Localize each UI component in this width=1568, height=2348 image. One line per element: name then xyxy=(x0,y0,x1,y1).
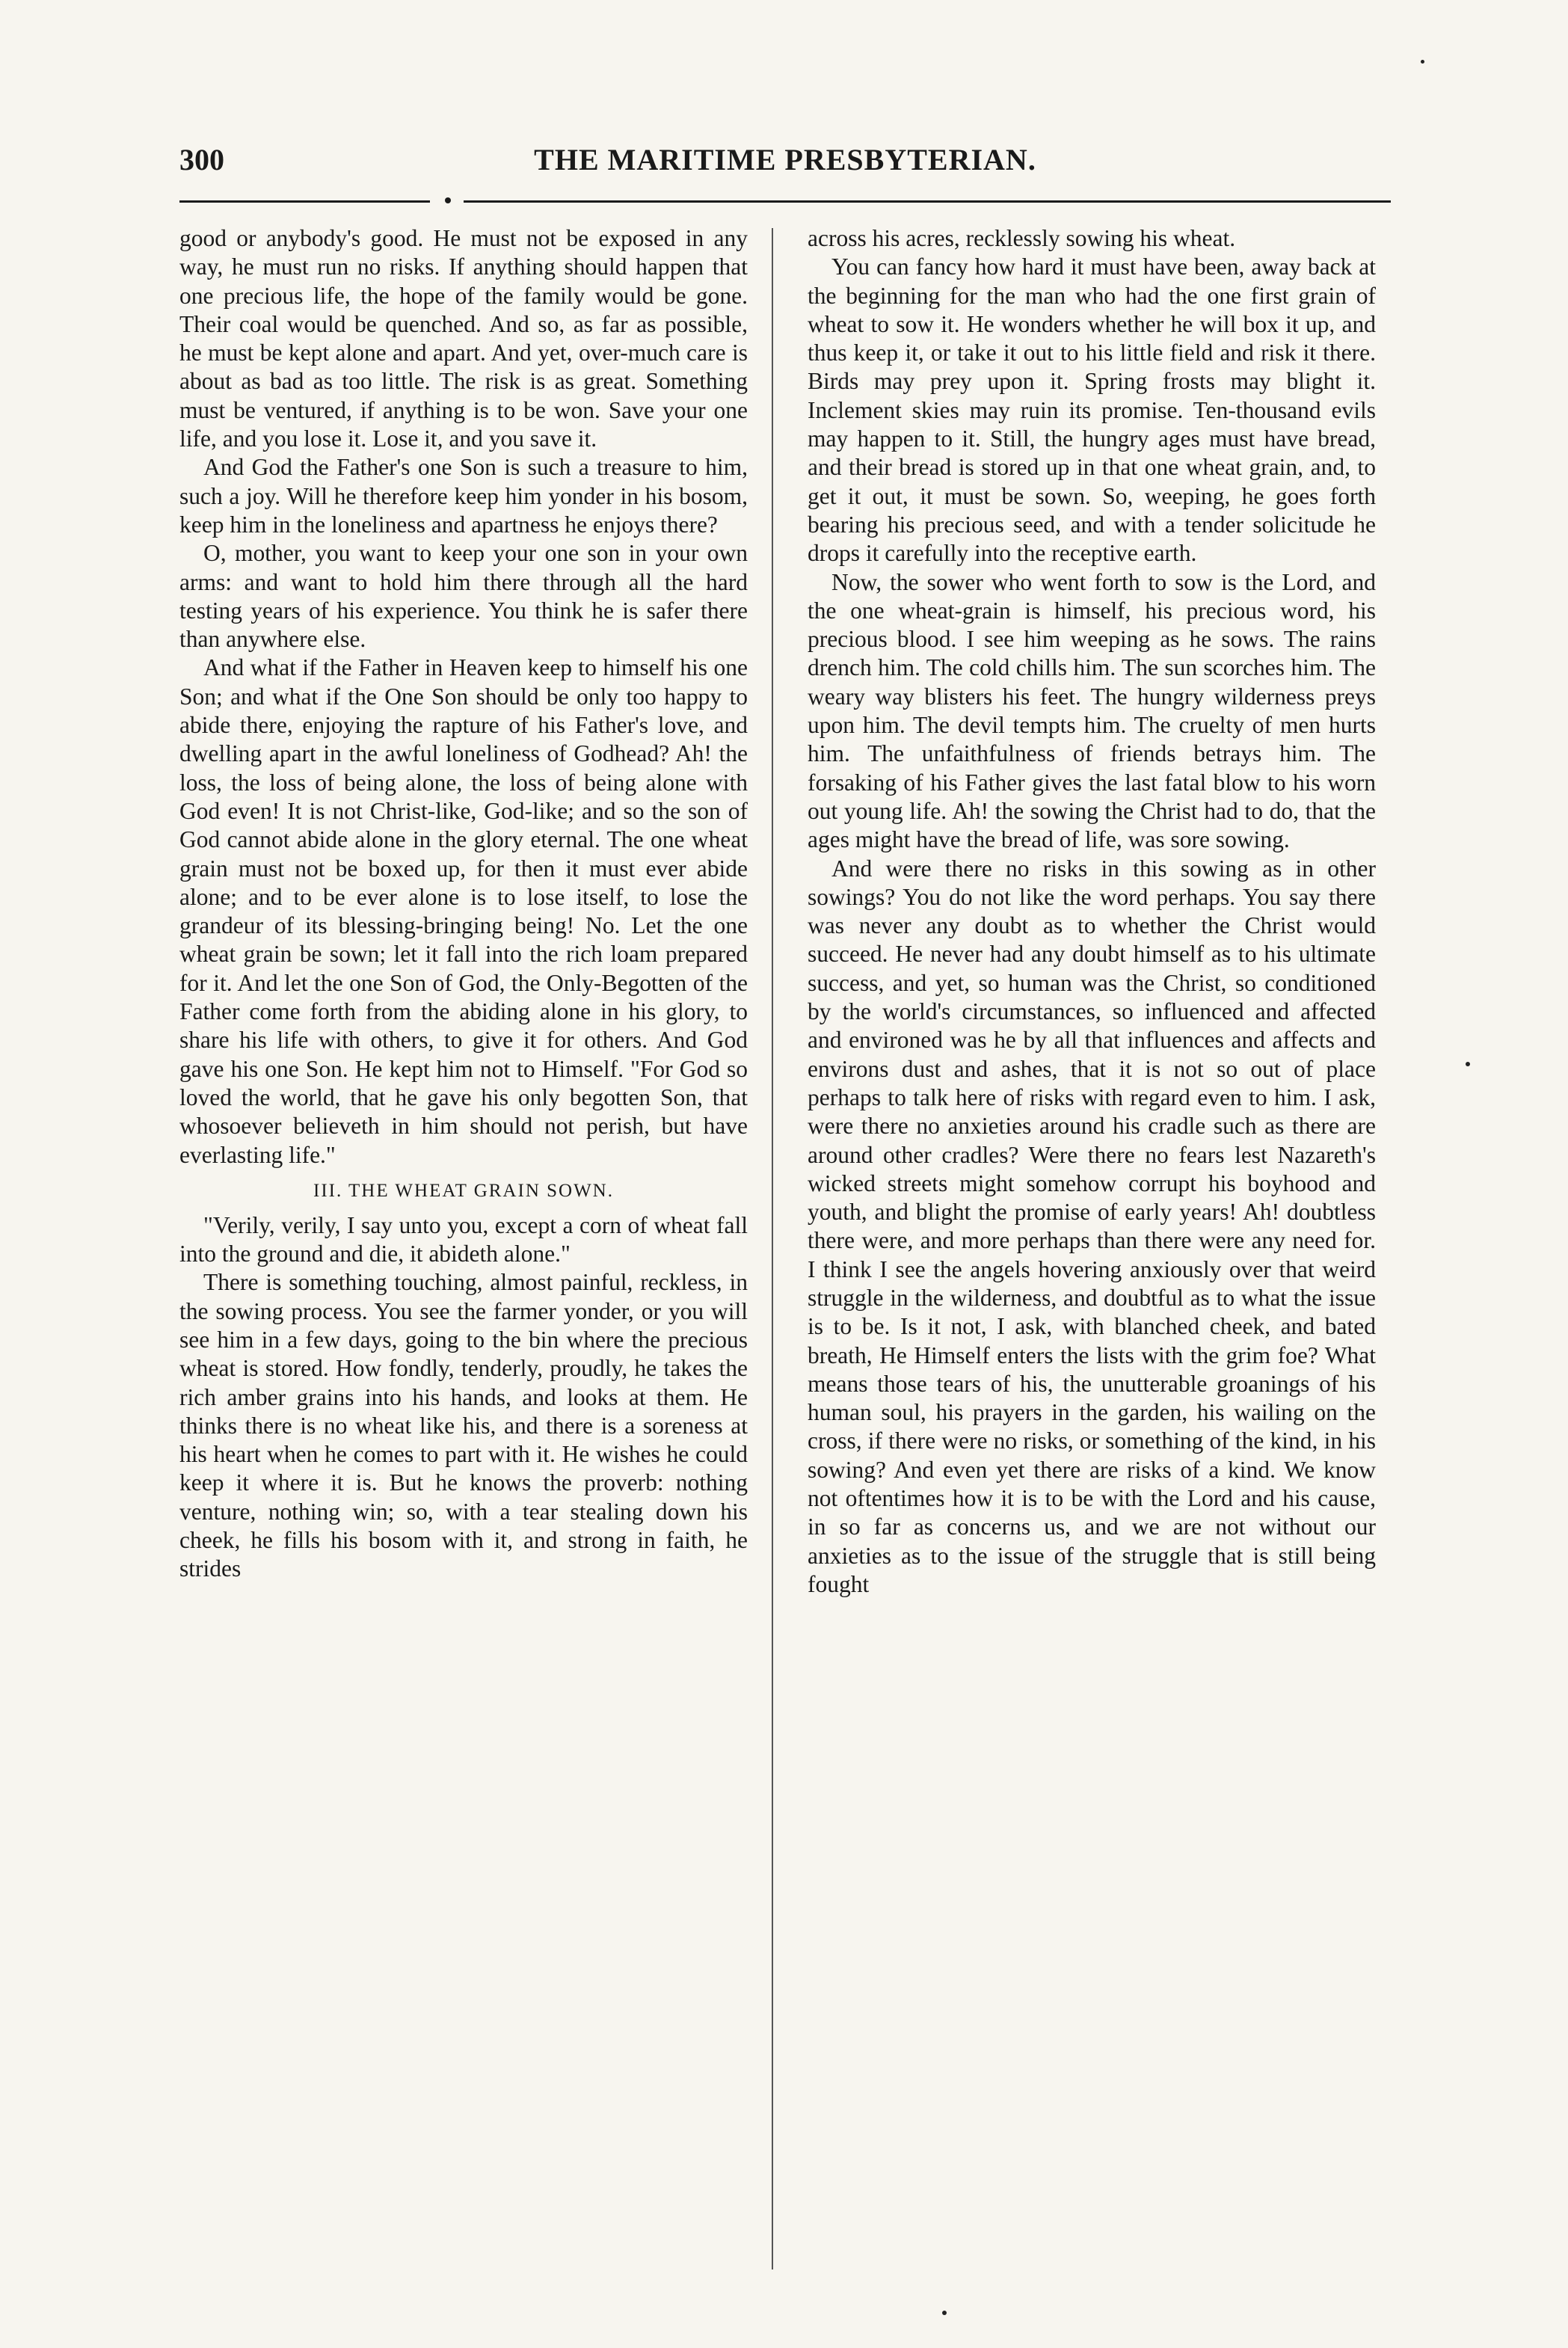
left-paragraph-1: good or anybody's good. He must not be exposed in any way, he must run no risks. If anything should happen that one precious life, the hope of the family would be gone. Their coal would be quenched. And so, as far as possible, he must be kept alone and apart. And yet, over-much care is about as bad as too little. The risk is as great. Something must be ventured, if anything is to be won. Save your one life, and you lose it. Lose it, and you save it. xyxy=(179,225,748,452)
right-paragraph-1: across his acres, recklessly sowing his wheat. xyxy=(808,225,1236,251)
header-rule-left xyxy=(179,200,430,203)
header-rule-ornament xyxy=(445,197,451,203)
header-rule-right xyxy=(464,200,1391,203)
page-header xyxy=(179,142,1391,187)
page-number: 300 xyxy=(179,143,224,176)
left-paragraph-6: There is something touching, almost painful, reckless, in the sowing process. You see the farmer yonder, or you will see him in a few days, going to the bin where the precious wheat is stored. How fondly, tenderly, proudly, he takes the rich amber grains into his hands, and looks at them. He thinks there is no wheat like his, and there is a soreness at his heart when he comes to part with it. He wishes he could keep it where it is. But he knows the proverb: nothing venture, nothing win; so, with a tear stealing down his cheek, he fills his bosom with it, and strong in faith, he strides xyxy=(179,1269,748,1582)
right-paragraph-4: And were there no risks in this sowing as in other sowings? You do not like the word perhaps. You say there was never any doubt as to whether the Christ would succeed. He never had any doubt himself as to his ultimate success, and yet, so human was the Christ, so conditioned by the world's circumstances, so influenced and affected and environed was he by all that influences and affects and environs dust and ashes, that it is not so out of place perhaps to talk here of risks with regard even to him. I ask, were there no anxieties around his cradle such as there are around other cradles? Were there no fears lest Nazareth's wicked streets might somehow corrupt his boyhood and youth, and blight the promise of early years! Ah! doubtless there were, and more perhaps than there were any need for. I think I see the angels hovering anxiously over that weird struggle in the wilderness, and doubtful as to what the issue is to be. Is it not, I ask, with blanched cheek, and bated breath, He Himself enters the lists with the grim foe? What means those tears of his, the unutterable groanings of his human soul, his prayers in the garden, his wailing on the cross, if there were no risks, or something of the kind, in his sowing? And even yet there are risks of a kind. We know not oftentimes how it is to be with the Lord and his cause, in so far as concerns us, and we are not without our anxieties as to the issue of the struggle that is still being fought xyxy=(808,855,1376,1597)
right-paragraph-2: You can fancy how hard it must have been, away back at the beginning for the man who had the one first grain of wheat to sow it. He wonders whether he will box it up, and thus keep it, or take it out to his little field and risk it there. Birds may prey upon it. Spring frosts may blight it. Inclement skies may ruin its promise. Ten-thousand evils may happen to it. Still, the hungry ages must have bread, and their bread is stored up in that one wheat grain, and, to get it out, it must be sown. So, weeping, he goes forth bearing his precious seed, and with a tender solicitude he drops it carefully into the receptive earth. xyxy=(808,253,1376,567)
left-paragraph-3: O, mother, you want to keep your one son in your own arms: and want to hold him there through all the hard testing years of his experience. You think he is safer there than anywhere else. xyxy=(179,540,748,653)
left-column xyxy=(179,224,748,2273)
running-title: THE MARITIME PRESBYTERIAN. xyxy=(534,143,1036,176)
right-column xyxy=(808,224,1376,2273)
section-heading: III. THE WHEAT GRAIN SOWN. xyxy=(313,1180,614,1201)
left-paragraph-2: And God the Father's one Son is such a treasure to him, such a joy. Will he therefore keep him yonder in his bosom, keep him in the loneliness and apartness he enjoys there? xyxy=(179,454,748,538)
right-paragraph-3: Now, the sower who went forth to sow is the Lord, and the one wheat-grain is himself, his precious word, his precious blood. I see him weeping as he sows. The rains drench him. The cold chills him. The sun scorches him. The weary way blisters his feet. The hungry wilderness preys upon him. The devil tempts him. The cruelty of men hurts him. The unfaithfulness of friends betrays him. The forsaking of his Father gives the last fatal blow to his worn out young life. Ah! the sowing the Christ had to do, that the ages might have the bread of life, was sore sowing. xyxy=(808,568,1376,853)
column-divider xyxy=(772,228,773,2269)
print-speck xyxy=(1421,60,1424,64)
left-paragraph-5: "Verily, verily, I say unto you, except a corn of wheat fall into the ground and die, it abideth alone." xyxy=(179,1211,748,1267)
print-speck xyxy=(1466,1062,1470,1066)
print-speck xyxy=(942,2311,947,2315)
left-paragraph-4: And what if the Father in Heaven keep to himself his one Son; and what if the One Son should be only too happy to abide there, enjoying the rapture of his Father's love, and dwelling apart in the awful loneliness of Godhead? Ah! the loss, the loss of being alone, the loss of being alone with God even! It is not Christ-like, God-like; and so the son of God cannot abide alone in the glory eternal. The one wheat grain must not be boxed up, for then it must ever abide alone; and to be ever alone is to lose itself, to lose the grandeur of its blessing-bringing being! No. Let the one wheat grain be sown; let it fall into the rich loam prepared for it. And let the one Son of God, the Only-Begotten of the Father come forth from the abiding alone in his glory, to share his life with others, to give it for others. And God gave his one Son. He kept him not to Himself. "For God so loved the world, that he gave his only begotten Son, that whosoever believeth in him should not perish, but have everlasting life." xyxy=(179,654,748,1168)
